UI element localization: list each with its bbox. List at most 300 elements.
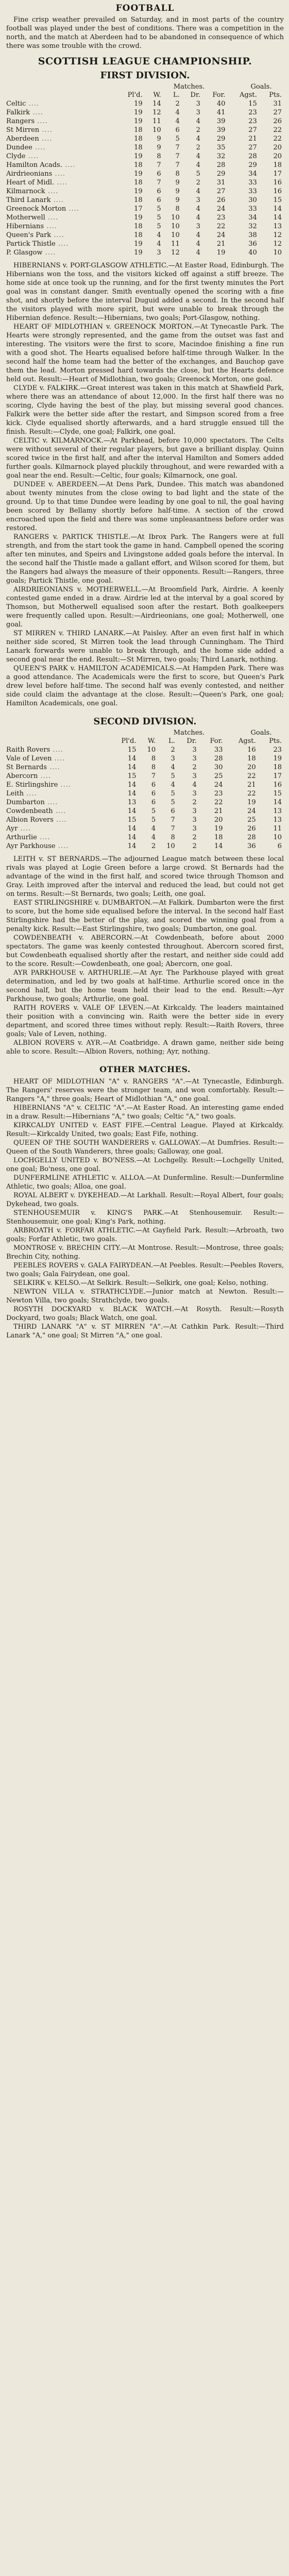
football-title: FOOTBALL — [115, 3, 175, 13]
match-report: LOCHGELLY UNITED v. BO'NESS.—At Lochgelly. Result:—Lochgelly United, one goal; Bo'ness, one goal. — [6, 1157, 284, 1173]
team-name — [6, 789, 109, 798]
table-cell: 13 — [273, 816, 282, 824]
table-cell: 2 — [196, 179, 200, 187]
match-report: SELKIRK v. KELSO.—At Selkirk. Result:—Selkirk, one goal; Kelso, nothing. — [13, 1279, 268, 1287]
table-cell: 5 — [157, 205, 161, 213]
table-cell: 26 — [247, 825, 256, 833]
table-cell: 4 — [196, 152, 200, 160]
first-division-table — [6, 83, 284, 257]
leader-dots: .... — [37, 834, 50, 841]
table-cell: 21 — [216, 240, 226, 248]
table-cell: 19 — [134, 188, 143, 195]
table-row — [6, 240, 284, 248]
match-report: KIRKCALDY UNITED v. EAST FIFE.—Central League. Played at Kirkcaldy. Result:—Kirkcaldy United, two goals; East Fife, nothing. — [6, 1122, 284, 1138]
team-label: Leith — [6, 790, 24, 798]
table-row — [6, 231, 284, 240]
table-cell: 2 — [175, 100, 180, 108]
team-name — [6, 807, 109, 816]
match-report: CELTIC v. KILMARNOCK.—At Parkhead, before 10,000 spectators. The Celts were without several of their regular players, but gave a brilliant display. Quinn scored twice in the first half, and after the interval Hamilton and Somers added further goals. Kilmarnock played pluckily throughout, and were rewarded with a goal near the end. Result:—Celtic, four goals; Kilmarnock, one goal. — [6, 437, 284, 480]
second-division-table — [6, 729, 284, 851]
team-label: Ayr Parkhouse — [6, 842, 56, 850]
table-cell: 18 — [134, 196, 143, 204]
table-cell: 29 — [248, 161, 257, 169]
leader-dots: .... — [50, 196, 64, 204]
leader-dots: .... — [55, 240, 69, 248]
table-row — [6, 789, 284, 798]
table-cell: 23 — [216, 214, 226, 222]
table-cell: 19 — [134, 152, 143, 160]
table-row — [6, 754, 284, 763]
table-cell: 21 — [247, 781, 256, 789]
table-cell: 18 — [134, 231, 143, 239]
match-report: HIBERNIANS "A" v. CELTIC "A".—At Easter Road. An interesting game ended in a draw. Result:—Hibernians "A," two goals; Celtic "A," two goals. — [6, 1104, 284, 1121]
table-cell: 27 — [216, 188, 226, 195]
leader-dots: .... — [45, 214, 59, 222]
team-label: Rangers — [6, 117, 35, 125]
team-name — [6, 108, 116, 117]
table-cell: 39 — [216, 126, 226, 134]
team-label: E. Stirlingshire — [6, 781, 58, 789]
table-cell: 38 — [248, 231, 257, 239]
match-report: EAST STIRLINGSHIRE v. DUMBARTON.—At Falkirk. Dumbarton were the first to score, but the home side equalised before the interval. In the second half East Stirlingshire had the better of the play, and scored the winning goal from a penalty kick. Result:—East Stirlingshire, two goals; Dumbarton, one goal. — [6, 899, 284, 933]
table-cell: 22 — [214, 799, 223, 806]
table-cell: 22 — [273, 135, 282, 143]
table-cell: 4 — [151, 825, 156, 833]
table-cell: 27 — [273, 109, 282, 116]
table-cell: 35 — [216, 144, 226, 151]
goals-group-label: Goals. — [250, 729, 272, 737]
column-header: W. — [147, 737, 156, 745]
table-cell: 19 — [134, 240, 143, 248]
table-cell: 33 — [248, 205, 257, 213]
table-cell: 16 — [273, 781, 282, 789]
table-cell: 4 — [196, 214, 200, 222]
table-cell: 10 — [171, 223, 180, 230]
table-cell: 21 — [214, 807, 223, 815]
match-report: ROSYTH DOCKYARD v. BLACK WATCH.—At Rosyth. Result:—Rosyth Dockyard, two goals; Black Watch, one goal. — [6, 1306, 284, 1322]
table-row — [6, 99, 284, 108]
table-cell: 6 — [151, 799, 156, 806]
table-cell: 8 — [157, 152, 161, 160]
table-row — [6, 248, 284, 257]
table-cell: 16 — [247, 746, 256, 754]
team-name — [6, 816, 109, 824]
table-cell: 23 — [248, 109, 257, 116]
team-label: Cowdenbeath — [6, 807, 53, 815]
table-cell: 10 — [147, 746, 156, 754]
leader-dots: .... — [58, 781, 72, 789]
match-report: HEART OF MIDLOTHIAN v. GREENOCK MORTON.—At Tynecastle Park. The Hearts were strongly represented, and the game from the outset was fast and interesting. The visitors were the first to score, Macindoe finishing a fine run with a good shot. The Hearts equalised before half-time through Walker. In the second half the home team had the better of the exchanges, and Bauchop gave them the lead. Morton pressed hard towards the close, but the Hearts defence held out. Result:—Heart of Midlothian, two goals; Greenock Morton, one goal. — [6, 323, 284, 383]
table-cell: 3 — [192, 746, 197, 754]
table-cell: 17 — [134, 205, 143, 213]
table-row — [6, 745, 284, 754]
table-row — [6, 213, 284, 222]
team-label: Falkirk — [6, 109, 30, 116]
table-cell: 18 — [273, 764, 282, 771]
table-row — [6, 196, 284, 205]
match-report: QUEEN OF THE SOUTH WANDERERS v. GALLOWAY.—At Dumfries. Result:—Queen of the South Wanderers, three goals; Galloway, one goal. — [6, 1139, 284, 1156]
match-report: ROYAL ALBERT v. DYKEHEAD.—At Larkhall. Result:—Royal Albert, four goals; Dykehead, two goals. — [6, 1192, 284, 1208]
team-label: Clyde — [6, 152, 26, 160]
table-cell: 4 — [175, 109, 180, 116]
first-division-reports — [6, 261, 284, 708]
table-cell: 3 — [192, 790, 197, 798]
table-cell: 4 — [196, 240, 200, 248]
table-cell: 9 — [157, 144, 161, 151]
table-cell: 4 — [196, 161, 200, 169]
column-header: Pts. — [269, 737, 282, 745]
other-matches-title: OTHER MATCHES. — [99, 1064, 191, 1074]
table-cell: 2 — [192, 834, 197, 841]
table-cell: 13 — [127, 799, 137, 806]
table-cell: 3 — [196, 223, 200, 230]
table-cell: 5 — [171, 790, 175, 798]
table-row — [6, 763, 284, 772]
table-cell: 36 — [247, 842, 256, 850]
leader-dots: .... — [53, 807, 66, 815]
table-cell: 14 — [127, 842, 137, 850]
leader-dots: .... — [52, 170, 65, 178]
table-cell: 20 — [247, 764, 256, 771]
table-cell: 21 — [248, 135, 257, 143]
team-label: Dundee — [6, 144, 32, 151]
table-cell: 14 — [127, 807, 137, 815]
table-row — [6, 117, 284, 126]
table-cell: 15 — [127, 772, 137, 780]
table-cell: 24 — [214, 781, 223, 789]
table-cell: 9 — [175, 188, 180, 195]
table-cell: 14 — [127, 764, 137, 771]
column-header: Pl'd. — [127, 91, 143, 99]
table-cell: 33 — [248, 188, 257, 195]
match-report: THIRD LANARK "A" v. ST MIRREN "A".—At Cathkin Park. Result:—Third Lanark "A," one goal; St Mirren "A," one goal. — [6, 1323, 284, 1340]
table-cell: 18 — [134, 223, 143, 230]
table-row — [6, 798, 284, 807]
team-name — [6, 178, 116, 187]
table-row — [6, 772, 284, 781]
table-cell: 7 — [175, 144, 180, 151]
team-name — [6, 745, 109, 754]
team-label: Vale of Leven — [6, 755, 52, 762]
team-label: Raith Rovers — [6, 746, 50, 754]
team-label: Queen's Park — [6, 231, 52, 239]
column-header: L. — [168, 737, 175, 745]
table-cell: 5 — [157, 214, 161, 222]
table-cell: 22 — [247, 790, 256, 798]
table-cell: 23 — [273, 746, 282, 754]
table-row — [6, 222, 284, 231]
table-cell: 6 — [171, 807, 175, 815]
table-cell: 14 — [127, 790, 137, 798]
table-cell: 10 — [273, 834, 282, 841]
table-cell: 31 — [273, 100, 282, 108]
table-cell: 23 — [248, 117, 257, 125]
table-cell: 14 — [273, 205, 282, 213]
table-cell: 15 — [127, 746, 137, 754]
table-cell: 26 — [216, 196, 226, 204]
column-header: Agst. — [238, 737, 256, 745]
table-group-header — [6, 83, 284, 91]
table-cell: 25 — [214, 772, 223, 780]
table-cell: 18 — [134, 126, 143, 134]
match-report: LEITH v. ST BERNARDS.—The adjourned League match between these local rivals was played at Logie Green before a large crowd. St Bernards had the advantage of the wind in the first half, and scored twice through Thomson and Gray. Leith improved after the interval and reduced the lead, but could not get on terms. Result:—St Bernards, two goals; Leith, one goal. — [6, 855, 284, 898]
leader-dots: .... — [53, 816, 67, 824]
column-header: L. — [173, 91, 180, 99]
table-cell: 28 — [247, 834, 256, 841]
table-cell: 28 — [214, 755, 223, 762]
match-report: QUEEN'S PARK v. HAMILTON ACADEMICALS.—At Hampden Park. There was a good attendance. The Academicals were the first to score, but Queen's Park drew level before half-time. The second half was evenly contested, and neither side could claim the advantage at the close. Result:—Queen's Park, one goal; Hamilton Academicals, one goal. — [6, 665, 284, 707]
match-report: MONTROSE v. BRECHIN CITY.—At Montrose. Result:—Montrose, three goals; Brechin City, nothing. — [6, 1244, 284, 1261]
table-cell: 24 — [247, 807, 256, 815]
table-cell: 40 — [248, 249, 257, 257]
table-cell: 4 — [171, 764, 175, 771]
table-cell: 18 — [134, 135, 143, 143]
leader-dots: .... — [52, 755, 65, 762]
table-cell: 2 — [196, 144, 200, 151]
team-name — [6, 213, 116, 222]
column-header: W. — [153, 91, 161, 99]
team-name — [6, 99, 116, 108]
team-label: Hamilton Acads. — [6, 161, 62, 169]
table-cell: 19 — [216, 249, 226, 257]
table-cell: 5 — [151, 816, 156, 824]
table-cell: 8 — [171, 834, 175, 841]
table-cell: 5 — [151, 807, 156, 815]
table-cell: 4 — [157, 240, 161, 248]
table-cell: 7 — [171, 816, 175, 824]
table-cell: 33 — [248, 179, 257, 187]
team-label: Aberdeen — [6, 135, 39, 143]
table-header-row — [6, 91, 284, 99]
table-cell: 20 — [273, 144, 282, 151]
table-cell: 7 — [157, 161, 161, 169]
table-cell: 6 — [175, 126, 180, 134]
table-cell: 17 — [273, 170, 282, 178]
table-cell: 3 — [192, 755, 197, 762]
team-label: Heart of Midl. — [6, 179, 55, 187]
table-cell: 8 — [175, 205, 180, 213]
match-report: RAITH ROVERS v. VALE OF LEVEN.—At Kirkcaldy. The leaders maintained their position with a convincing win. Raith were the better side in every department, and scored three times without reply. Result:—Raith Rovers, three goals; Vale of Leven, nothing. — [6, 1004, 284, 1038]
match-report: HIBERNIANS v. PORT-GLASGOW ATHLETIC.—At Easter Road, Edinburgh. The Hibernians won the toss, and the visitors kicked off against a stiff breeze. The home side at once took up the running, and for the first twenty minutes the Port goal was in constant danger. Smith eventually opened the scoring with a fine shot, and shortly before the interval Duguid added a second. In the second half the visitors played with more spirit, but were unable to break through the Hibernian defence. Result:—Hibernians, two goals; Port-Glasgow, nothing. — [6, 262, 284, 322]
table-cell: 28 — [216, 161, 226, 169]
team-name — [6, 824, 109, 833]
leader-dots: .... — [30, 109, 43, 116]
table-row — [6, 205, 284, 213]
match-report: AYR PARKHOUSE v. ARTHURLIE.—At Ayr. The Parkhouse played with great determination, and led by two goals at half-time. Arthurlie scored once in the second half, but the home team held their lead to the end. Result:—Ayr Parkhouse, two goals; Arthurlie, one goal. — [6, 969, 284, 1003]
table-cell: 24 — [216, 231, 226, 239]
table-cell: 30 — [214, 764, 223, 771]
team-name — [6, 152, 116, 161]
team-label: Motherwell — [6, 214, 45, 222]
leader-dots: .... — [44, 223, 57, 230]
table-cell: 34 — [248, 214, 257, 222]
team-name — [6, 143, 116, 152]
table-cell: 10 — [171, 214, 180, 222]
table-cell: 11 — [152, 117, 161, 125]
second-division-reports — [6, 855, 284, 1056]
team-name — [6, 117, 116, 126]
table-cell: 10 — [171, 231, 180, 239]
table-row — [6, 108, 284, 117]
team-label: Kilmarnock — [6, 188, 45, 195]
match-report: HEART OF MIDLOTHIAN "A" v. RANGERS "A".—At Tynecastle, Edinburgh. The Rangers' reserves were the stronger team, and won comfortably. Result:—Rangers "A," three goals; Heart of Midlothian "A," one goal. — [6, 1078, 284, 1103]
leader-dots: .... — [42, 249, 56, 257]
table-cell: 29 — [216, 170, 226, 178]
column-header: Dr. — [186, 737, 197, 745]
table-cell: 12 — [171, 249, 180, 257]
team-name — [6, 781, 109, 789]
table-cell: 29 — [216, 135, 226, 143]
table-cell: 24 — [216, 205, 226, 213]
team-label: Hibernians — [6, 223, 44, 230]
table-cell: 40 — [216, 100, 226, 108]
table-cell: 7 — [171, 825, 175, 833]
table-cell: 18 — [134, 161, 143, 169]
table-cell: 30 — [248, 196, 257, 204]
leader-dots: .... — [51, 231, 64, 239]
table-cell: 14 — [273, 799, 282, 806]
match-report: NEWTON VILLA v. STRATHCLYDE.—Junior match at Newton. Result:—Newton Villa, two goals; Strathclyde, two goals. — [6, 1288, 284, 1304]
table-group-header — [6, 729, 284, 737]
table-cell: 3 — [192, 816, 197, 824]
team-label: Greenock Morton — [6, 205, 66, 213]
table-cell: 3 — [192, 807, 197, 815]
table-cell: 6 — [277, 842, 282, 850]
column-header: Agst. — [240, 91, 257, 99]
team-name — [6, 231, 116, 240]
table-cell: 5 — [157, 223, 161, 230]
match-report: ST MIRREN v. THIRD LANARK.—At Paisley. After an even first half in which neither side scored, St Mirren took the lead through Cunningham. The Third Lanark forwards were unable to break through, and the home side added a second goal near the end. Result:—St Mirren, two goals; Third Lanark, nothing. — [6, 630, 284, 664]
table-row — [6, 781, 284, 789]
table-cell: 41 — [216, 109, 226, 116]
table-cell: 34 — [248, 170, 257, 178]
table-cell: 5 — [196, 170, 200, 178]
match-report: RANGERS v. PARTICK THISTLE.—At Ibrox Park. The Rangers were at full strength, and from the start took the game in hand. Campbell opened the scoring after ten minutes, and Speirs and Livingstone added goals before the interval. In the second half the Thistle made a gallant effort, and Wilson scored for them, but the Rangers had always the measure of their opponents. Result:—Rangers, three goals; Partick Thistle, one goal. — [6, 533, 284, 585]
table-cell: 10 — [152, 126, 161, 134]
team-name — [6, 134, 116, 143]
team-name — [6, 170, 116, 178]
table-cell: 13 — [273, 807, 282, 815]
table-cell: 4 — [196, 231, 200, 239]
league-table — [6, 737, 284, 851]
table-cell: 7 — [151, 772, 156, 780]
table-cell: 4 — [196, 135, 200, 143]
match-report: CLYDE v. FALKIRK.—Great interest was taken in this match at Shawfield Park, where there was an attendance of about 12,000. In the first half there was no scoring, Clyde having the best of the play, but missing several good chances. Falkirk were the better side after the restart, and Simpson scored from a free kick. Clyde equalised shortly afterwards, and a hard struggle ensued till the finish. Result:—Clyde, one goal; Falkirk, one goal. — [6, 384, 284, 436]
leader-dots: .... — [66, 205, 79, 213]
table-cell: 3 — [192, 825, 197, 833]
team-label: Partick Thistle — [6, 240, 56, 248]
table-cell: 8 — [151, 755, 156, 762]
leader-dots: .... — [25, 152, 39, 160]
table-cell: 11 — [171, 240, 180, 248]
table-cell: 19 — [134, 117, 143, 125]
table-cell: 12 — [273, 231, 282, 239]
table-cell: 6 — [151, 781, 156, 789]
table-cell: 18 — [273, 161, 282, 169]
match-report: COWDENBEATH v. ABERCORN.—At Cowdenbeath, before about 2000 spectators. The game was keenly contested throughout. Abercorn scored first, but Cowdenbeath equalised shortly after the restart, and neither side could add to the score. Result:—Cowdenbeath, one goal; Abercorn, one goal. — [6, 934, 284, 968]
match-report: AIRDRIEONIANS v. MOTHERWELL.—At Broomfield Park, Airdrie. A keenly contested game ended in a draw. Airdrie led at the interval by a goal scored by Thomson, but Motherwell equalised soon after the restart. Both goalkeepers were frequently called upon. Result:—Airdrieonians, one goal; Motherwell, one goal. — [6, 586, 284, 629]
leader-dots: .... — [38, 772, 51, 780]
table-cell: 7 — [175, 161, 180, 169]
team-name — [6, 222, 116, 231]
table-cell: 14 — [152, 100, 161, 108]
table-cell: 16 — [273, 179, 282, 187]
table-cell: 8 — [151, 764, 156, 771]
team-name — [6, 161, 116, 170]
table-cell: 4 — [196, 205, 200, 213]
leader-dots: .... — [54, 179, 67, 187]
match-report: DUNDEE v. ABERDEEN.—At Dens Park, Dundee. This match was abandoned about twenty minutes from the close owing to bad light and the state of the ground. Up to that time Dundee were leading by one goal to nil, the goal having been scored by Bellamy shortly before half-time. A section of the crowd encroached upon the field and there was some unpleasantness before order was restored. — [6, 481, 284, 532]
league-table — [6, 91, 284, 257]
table-cell: 15 — [273, 790, 282, 798]
table-cell: 19 — [134, 249, 143, 257]
table-row — [6, 842, 284, 851]
column-header: For. — [212, 91, 226, 99]
team-label: Arthurlie — [6, 834, 37, 841]
leader-dots: .... — [32, 144, 46, 151]
table-cell: 17 — [273, 772, 282, 780]
table-cell: 22 — [273, 126, 282, 134]
matches-group-label: Matches. — [173, 83, 205, 91]
table-cell: 4 — [175, 117, 180, 125]
team-label: P. Glasgow — [6, 249, 43, 257]
table-cell: 2 — [151, 842, 156, 850]
table-cell: 4 — [192, 781, 197, 789]
team-label: St Bernards — [6, 764, 47, 771]
team-name — [6, 187, 116, 196]
table-cell: 18 — [247, 755, 256, 762]
team-column-header — [6, 737, 109, 745]
table-row — [6, 807, 284, 816]
team-column-header — [6, 91, 116, 99]
table-cell: 32 — [248, 223, 257, 230]
match-report: ARBROATH v. FORFAR ATHLETIC.—At Gayfield Park. Result:—Arbroath, two goals; Forfar Athletic, two goals. — [6, 1227, 284, 1243]
table-cell: 32 — [216, 152, 226, 160]
table-cell: 2 — [171, 746, 175, 754]
table-cell: 19 — [134, 214, 143, 222]
table-row — [6, 143, 284, 152]
table-cell: 20 — [273, 152, 282, 160]
table-row — [6, 170, 284, 178]
leader-dots: .... — [35, 117, 48, 125]
table-cell: 5 — [171, 799, 175, 806]
table-cell: 3 — [196, 109, 200, 116]
team-name — [6, 763, 109, 772]
table-cell: 3 — [171, 755, 175, 762]
table-cell: 3 — [157, 249, 161, 257]
leader-dots: .... — [26, 100, 40, 108]
table-cell: 14 — [273, 214, 282, 222]
table-cell: 19 — [247, 799, 256, 806]
leader-dots: .... — [44, 799, 58, 806]
table-row — [6, 126, 284, 134]
table-cell: 11 — [273, 825, 282, 833]
table-cell: 5 — [171, 772, 175, 780]
team-name — [6, 772, 109, 781]
table-cell: 4 — [157, 231, 161, 239]
team-name — [6, 798, 109, 807]
table-cell: 6 — [157, 196, 161, 204]
table-cell: 15 — [248, 100, 257, 108]
table-cell: 2 — [192, 799, 197, 806]
table-cell: 27 — [248, 126, 257, 134]
table-cell: 19 — [134, 109, 143, 116]
table-cell: 14 — [127, 825, 137, 833]
table-cell: 36 — [248, 240, 257, 248]
table-cell: 3 — [196, 100, 200, 108]
table-cell: 12 — [273, 240, 282, 248]
table-row — [6, 152, 284, 161]
